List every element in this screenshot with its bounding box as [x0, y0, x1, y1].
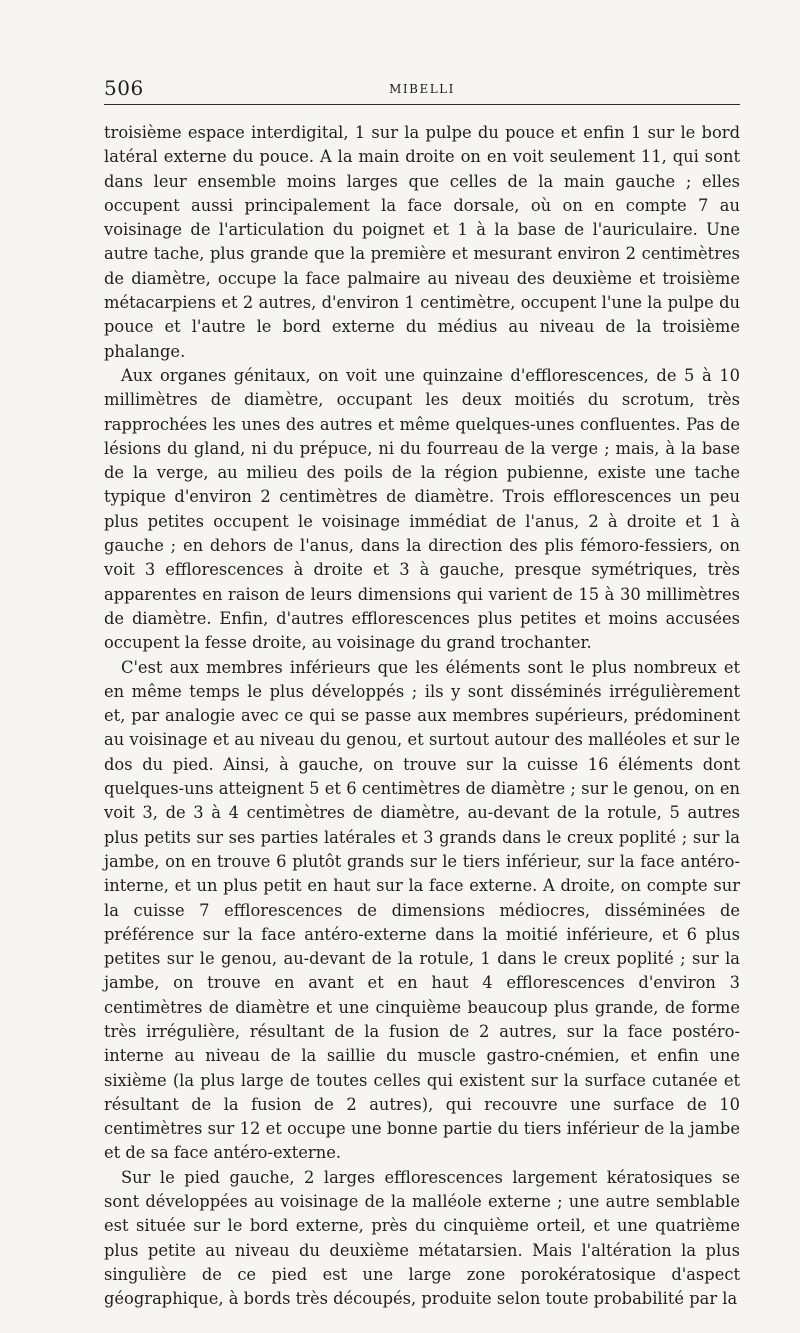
book-page — [104, 76, 740, 1312]
page-number: 506 — [104, 76, 144, 100]
paragraph-lower-limbs: C'est aux membres inférieurs que les éléments sont le plus nombreux et en même temps le plus développés ; ils y sont disséminés irrégulièrement et, par analogie avec ce qui se passe aux membres supérieurs, prédominent au voisinage et au niveau du genou, et surtout autour des malléoles et sur le dos du pied. Ainsi, à gauche, on trouve sur la cuisse 16 éléments dont quelques-uns atteignent 5 et 6 centimètres de diamètre ; sur le genou, on en voit 3, de 3 à 4 centimètres de diamètre, au-devant de la rotule, 5 autres plus petits sur ses parties latérales et 3 grands dans le creux poplité ; sur la jambe, on en trouve 6 plutôt grands sur le tiers inférieur, sur la face antéro-interne, et un plus petit en haut sur la face externe. A droite, on compte sur la cuisse 7 efflorescences de dimensions médiocres, disséminées de préférence sur la face antéro-externe dans la moitié inférieure, et 6 plus petites sur le genou, au-devant de la rotule, 1 dans le creux poplité ; sur la jambe, on trouve en avant et en haut 4 efflorescences d'environ 3 centimètres de diamètre et une cinquième beaucoup plus grande, de forme très irrégulière, résultant de la fusion de 2 autres, sur la face postéro-interne au niveau de la saillie du muscle gastro-cnémien, et enfin une sixième (la plus large de toutes celles qui existent sur la surface cutanée et résultant de la fusion de 2 autres), qui recouvre une surface de 10 centimètres sur 12 et occupe une bonne partie du tiers inférieur de la jambe et de sa face antéro-externe. — [104, 657, 740, 1163]
paragraph-left-foot: Sur le pied gauche, 2 larges efflorescences largement kératosiques se sont développées au voisinage de la malléole externe ; une autre semblable est située sur le bord externe, près du cinquième orteil, et une quatrième plus petite au niveau du deuxième métatarsien. Mais l'altération la plus singulière de ce pied est une large zone porokératosique d'aspect géographique, à bords très découpés, produite selon toute probabilité par la — [104, 1167, 740, 1309]
body-text — [104, 121, 740, 1312]
paragraph-continued: troisième espace interdigital, 1 sur la pulpe du pouce et enfin 1 sur le bord latéral externe du pouce. A la main droite on en voit seulement 11, qui sont dans leur ensemble moins larges que celles de la main gauche ; elles occupent aussi principalement la face dorsale, où on en compte 7 au voisinage de l'articulation du poignet et 1 à la base de l'auriculaire. Une autre tache, plus grande que la première et mesurant environ 2 centimètres de diamètre, occupe la face palmaire au niveau des deuxième et troisième métacarpiens et 2 autres, d'environ 1 centimètre, occupent l'une la pulpe du pouce et l'autre le bord externe du médius au niveau de la troisième phalange. — [104, 123, 740, 361]
page-header — [104, 76, 740, 105]
paragraph-genital-organs: Aux organes génitaux, on voit une quinzaine d'efflorescences, de 5 à 10 millimètres de diamètre, occupant les deux moitiés du scrotum, très rapprochées les unes des autres et même quelques-unes confluentes. Pas de lésions du gland, ni du prépuce, ni du fourreau de la verge ; mais, à la base de la verge, au milieu des poils de la région pubienne, existe une tache typique d'environ 2 centimètres de diamètre. Trois efflorescences un peu plus petites occupent le voisinage immédiat de l'anus, 2 à droite et 1 à gauche ; en dehors de l'anus, dans la direction des plis fémoro-fessiers, on voit 3 efflorescences à droite et 3 à gauche, presque symétriques, très apparentes en raison de leurs dimensions qui varient de 15 à 30 millimètres de diamètre. Enfin, d'autres efflorescences plus petites et moins accusées occupent la fesse droite, au voisinage du grand trochanter. — [104, 365, 740, 653]
running-title: MIBELLI — [389, 82, 455, 96]
